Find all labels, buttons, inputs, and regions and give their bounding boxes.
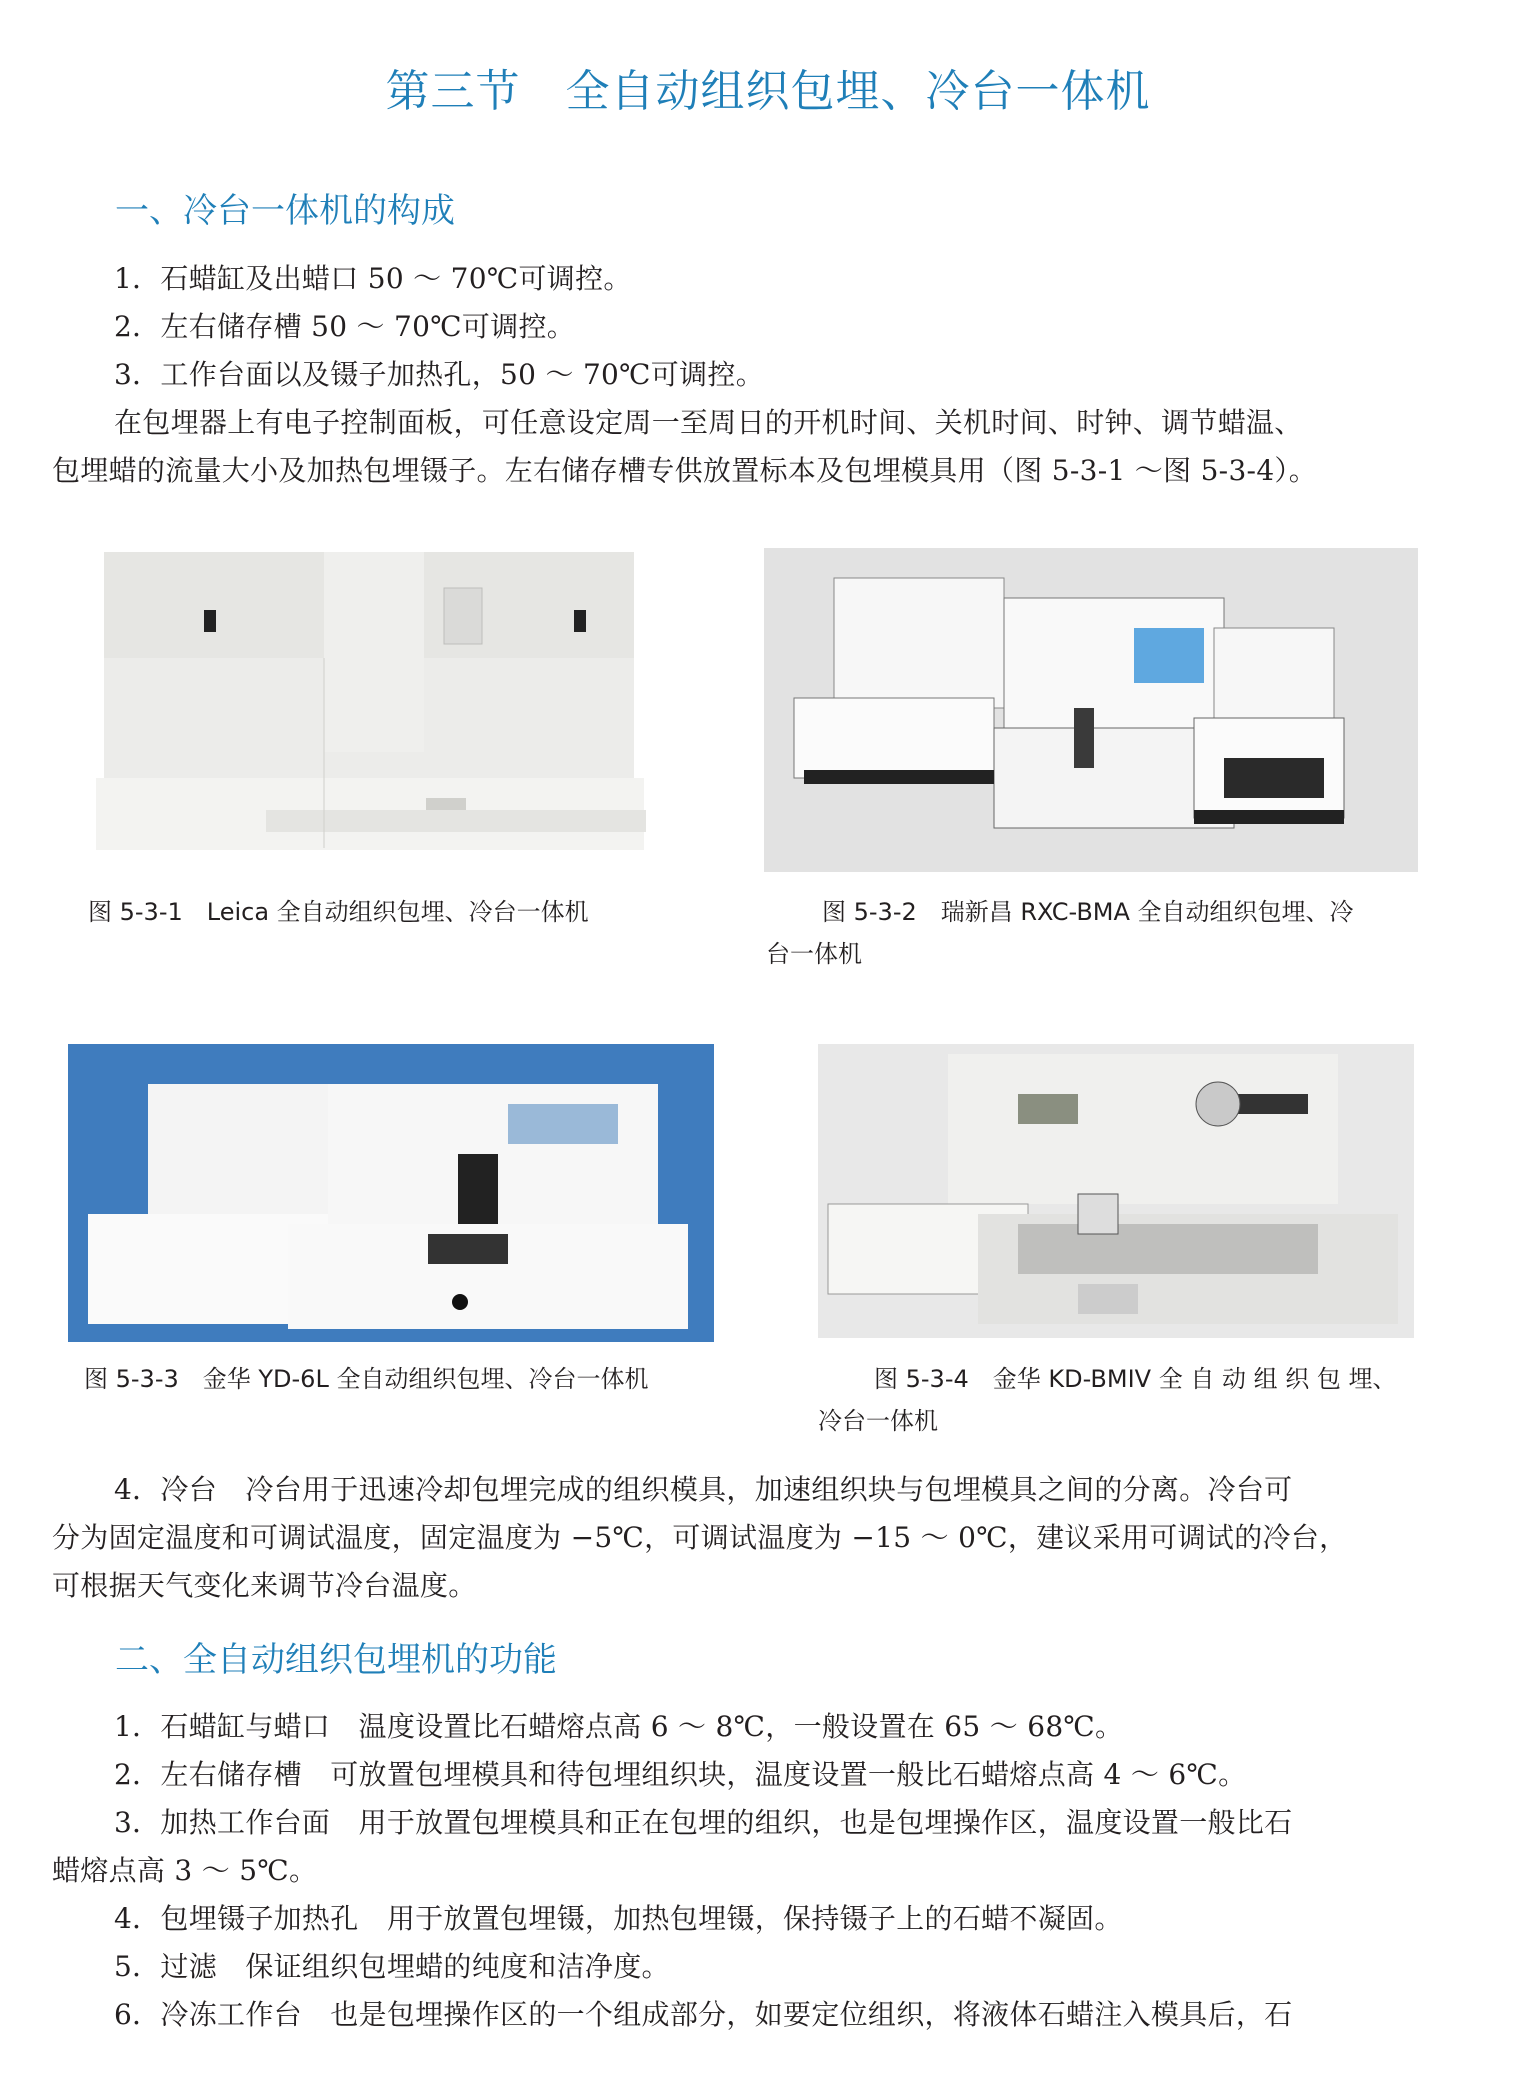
paragraph-line: 分为固定温度和可调试温度，固定温度为 −5℃，可调试温度为 −15 ～ 0℃，建议采用可调试的冷台， [52,1521,1348,1554]
list-item: 1．石蜡缸与蜡口 温度设置比石蜡熔点高 6 ～ 8℃，一般设置在 65 ～ 68℃。 [114,1710,1124,1743]
item4-body [52,1466,1442,1610]
list-item: 3．工作台面以及镊子加热孔，50 ～ 70℃可调控。 [114,358,764,391]
list-item: 2．左右储存槽 50 ～ 70℃可调控。 [114,310,576,343]
figure-caption-2: 图 5-3-2 瑞新昌 RXC-BMA 全自动组织包埋、冷 台一体机 [766,898,1354,968]
list-item: 4．包埋镊子加热孔 用于放置包埋镊，加热包埋镊，保持镊子上的石蜡不凝固。 [114,1902,1123,1935]
figure-image-4 [818,1044,1414,1338]
paragraph-line: 在包埋器上有电子控制面板，可任意设定周一至周日的开机时间、关机时间、时钟、调节蜡温、 [114,406,1303,439]
list-item: 6．冷冻工作台 也是包埋操作区的一个组成部分，如要定位组织，将液体石蜡注入模具后，石 [114,1998,1293,2031]
section-heading-1: 一、冷台一体机的构成 [115,191,455,231]
paragraph-line: 4．冷台 冷台用于迅速冷却包埋完成的组织模具，加速组织块与包埋模具之间的分离。冷台可 [114,1473,1293,1506]
figure-caption-4: 图 5-3-4 金华 KD-BMIV 全 自 动 组 织 包 埋、 冷台一体机 [818,1365,1397,1435]
section2-body [52,1703,1442,2039]
list-item: 1．石蜡缸及出蜡口 50 ～ 70℃可调控。 [114,262,632,295]
list-item: 5．过滤 保证组织包埋蜡的纯度和洁净度。 [114,1950,670,1983]
list-item-continuation: 蜡熔点高 3 ～ 5℃。 [52,1854,318,1887]
figure-image-1 [86,548,652,860]
section-heading-2: 二、全自动组织包埋机的功能 [115,1640,557,1680]
list-item: 3．加热工作台面 用于放置包埋模具和正在包埋的组织，也是包埋操作区，温度设置一般比石 [114,1806,1293,1839]
figure-image-2 [764,548,1418,872]
section1-body [52,255,1442,495]
figure-image-3 [68,1044,714,1342]
page-title: 第三节 全自动组织包埋、冷台一体机 [385,66,1151,117]
list-item: 2．左右储存槽 可放置包埋模具和待包埋组织块，温度设置一般比石蜡熔点高 4 ～ 6℃。 [114,1758,1247,1791]
figure-caption-3: 图 5-3-3 金华 YD-6L 全自动组织包埋、冷台一体机 [84,1365,649,1393]
paragraph-line: 包埋蜡的流量大小及加热包埋镊子。左右储存槽专供放置标本及包埋模具用（图 5-3-1 ～图 5-3-4）。 [52,454,1318,487]
paragraph-line: 可根据天气变化来调节冷台温度。 [52,1569,477,1602]
figure-caption-1: 图 5-3-1 Leica 全自动组织包埋、冷台一体机 [88,898,589,926]
